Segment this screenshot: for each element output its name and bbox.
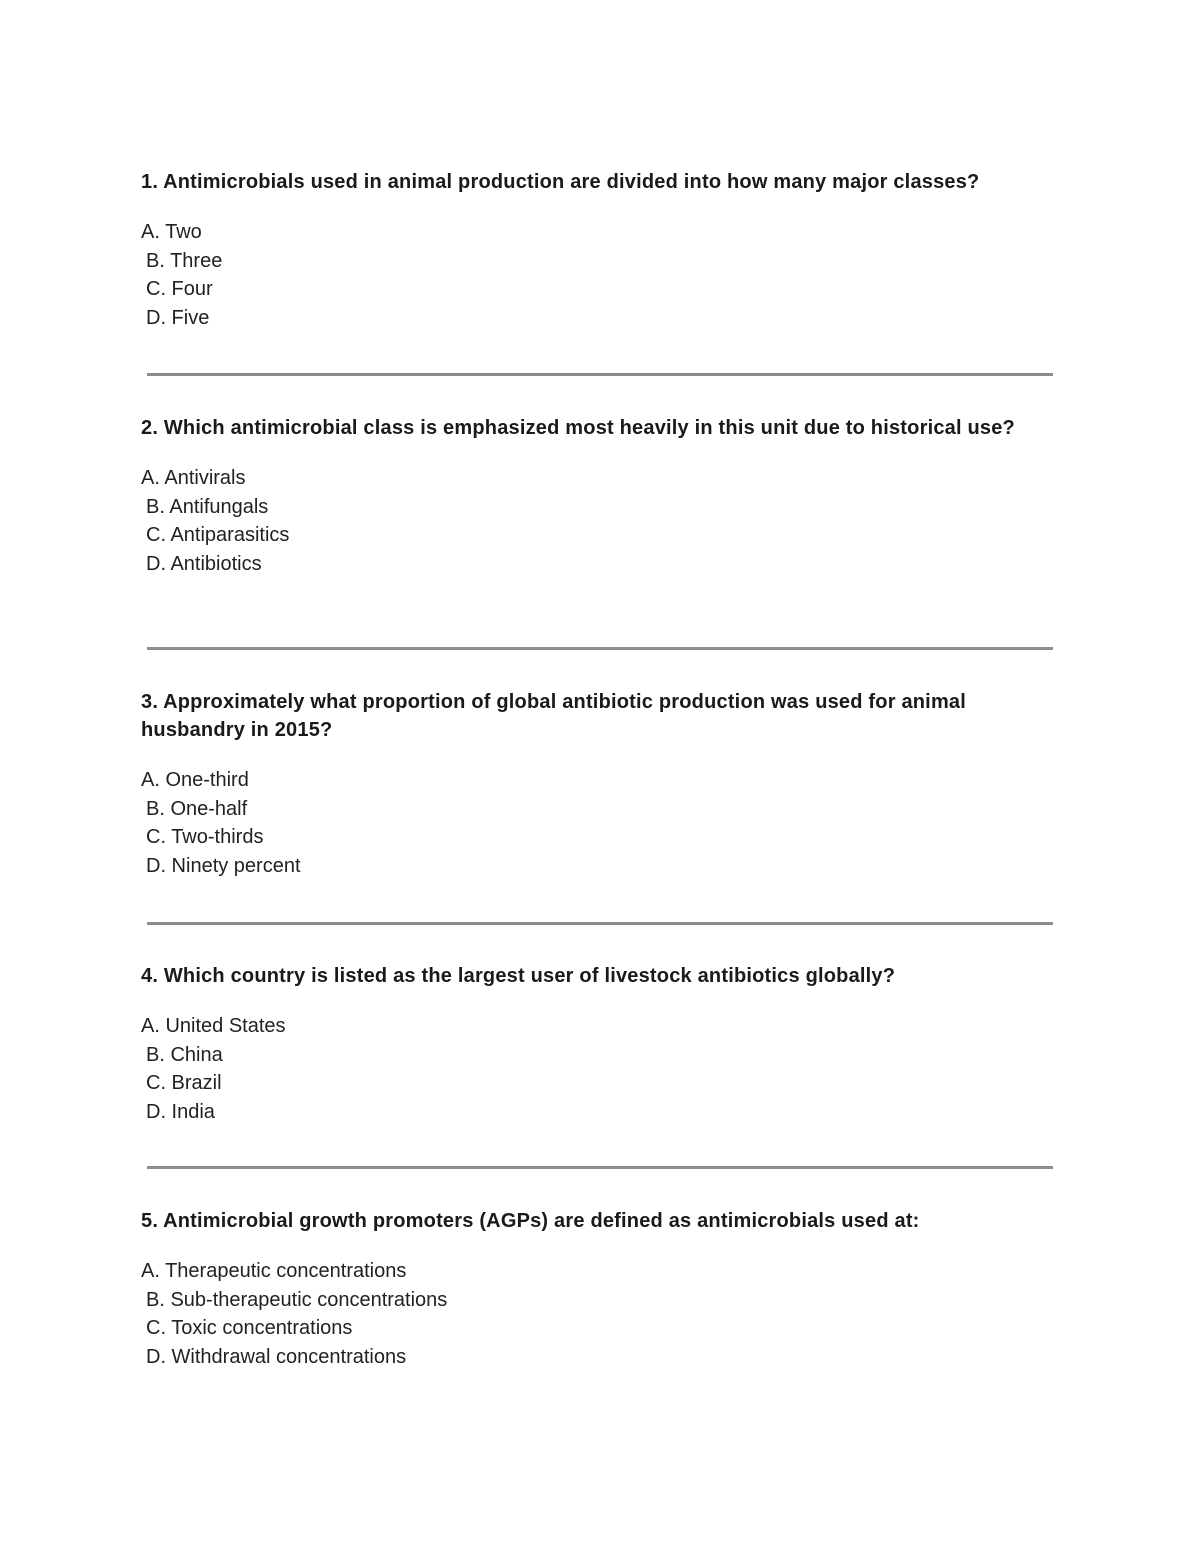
question-2 xyxy=(141,414,1041,578)
answer-options xyxy=(141,1257,1041,1371)
question-3 xyxy=(141,688,1041,880)
option-a: A. Therapeutic concentrations xyxy=(141,1260,407,1282)
question-text: 5. Antimicrobial growth promoters (AGPs) are defined as antimicrobials used at: xyxy=(141,1210,920,1232)
question-5 xyxy=(141,1207,1041,1371)
answer-options xyxy=(141,218,1041,332)
option-b: B. Three xyxy=(146,249,223,272)
question-4 xyxy=(141,962,1041,1126)
question-text: 3. Approximately what proportion of global antibiotic production was used for animal husbandry in 2015? xyxy=(141,691,967,741)
option-b: B. Antifungals xyxy=(146,495,269,518)
question-text: 4. Which country is listed as the largest user of livestock antibiotics globally? xyxy=(141,965,896,987)
option-d: D. Ninety percent xyxy=(146,854,301,877)
divider xyxy=(147,647,1053,650)
option-c: C. Toxic concentrations xyxy=(146,1317,353,1339)
option-c: C. Antiparasitics xyxy=(146,524,290,546)
question-text: 2. Which antimicrobial class is emphasized most heavily in this unit due to historical use? xyxy=(141,417,1015,439)
question-1 xyxy=(141,168,1041,332)
option-b: B. One-half xyxy=(146,797,248,820)
option-a: A. United States xyxy=(141,1015,286,1037)
option-a: A. Antivirals xyxy=(141,467,246,489)
option-d: D. Antibiotics xyxy=(146,552,262,575)
option-c: C. Brazil xyxy=(146,1072,222,1094)
divider xyxy=(147,373,1053,376)
option-d: D. Five xyxy=(146,306,210,329)
question-text: 1. Antimicrobials used in animal production are divided into how many major classes? xyxy=(141,171,980,193)
option-d: D. Withdrawal concentrations xyxy=(146,1345,407,1368)
option-a: A. Two xyxy=(141,221,202,243)
option-d: D. India xyxy=(146,1100,215,1123)
option-c: C. Four xyxy=(146,278,213,300)
option-a: A. One-third xyxy=(141,769,249,791)
answer-options xyxy=(141,464,1041,578)
option-b: B. Sub-therapeutic concentrations xyxy=(146,1288,448,1311)
answer-options xyxy=(141,1012,1041,1126)
divider xyxy=(147,1166,1053,1169)
option-c: C. Two-thirds xyxy=(146,826,264,848)
option-b: B. China xyxy=(146,1043,223,1066)
answer-options xyxy=(141,766,1041,880)
divider xyxy=(147,922,1053,925)
